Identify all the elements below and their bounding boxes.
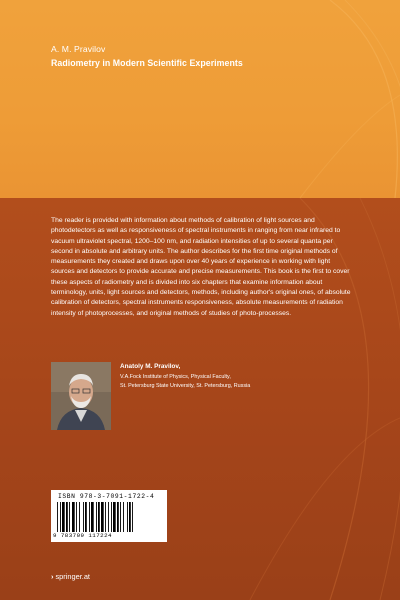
- decorative-arcs: [0, 0, 400, 198]
- publisher-link[interactable]: [51, 572, 90, 581]
- isbn-barcode: [51, 490, 167, 542]
- isbn-text: ISBN 978-3-7091-1722-4: [58, 493, 155, 500]
- chevron-right-icon: ›: [51, 572, 54, 581]
- barcode-number: 9 783709 117224: [53, 532, 112, 539]
- author-photo: [51, 362, 111, 430]
- book-author: A. M. Pravilov: [51, 44, 106, 54]
- author-bio-location: St. Petersburg State University, St. Petersburg, Russia: [120, 383, 251, 389]
- cover-top-band: [0, 0, 400, 198]
- back-cover-blurb: The reader is provided with information about methods of calibration of light sources and photodetectors as well as responsiveness of spectral instruments in ranging from near infrared to vacuum ultraviolet spectral, 1200–100 nm, and radiation intensities of up to several quanta per second in absolute and arbitrary units. The author describes for the first time original methods of measurements they created and draws upon over 40 years of experience in working with light sources and detectors to provide accurate and precise measurements. This book is the first to cover these aspects of radiometry and is divided into six chapters that examine information about terminology, units, light sources and detectors, methods, including author's original ones, of absolute calibration of detectors, spectral instruments responsiveness, absolute measurements of radiation intensity of photoprocesses, and original methods of studies of photo-processes.: [51, 217, 351, 317]
- barcode-bars: [57, 502, 161, 532]
- publisher-url: springer.at: [55, 572, 90, 581]
- author-bio-affiliation: V.A.Fock Institute of Physics, Physical Faculty,: [120, 374, 231, 380]
- author-bio-name: Anatoly M. Pravilov,: [120, 363, 181, 370]
- book-title: Radiometry in Modern Scientific Experiments: [51, 58, 243, 68]
